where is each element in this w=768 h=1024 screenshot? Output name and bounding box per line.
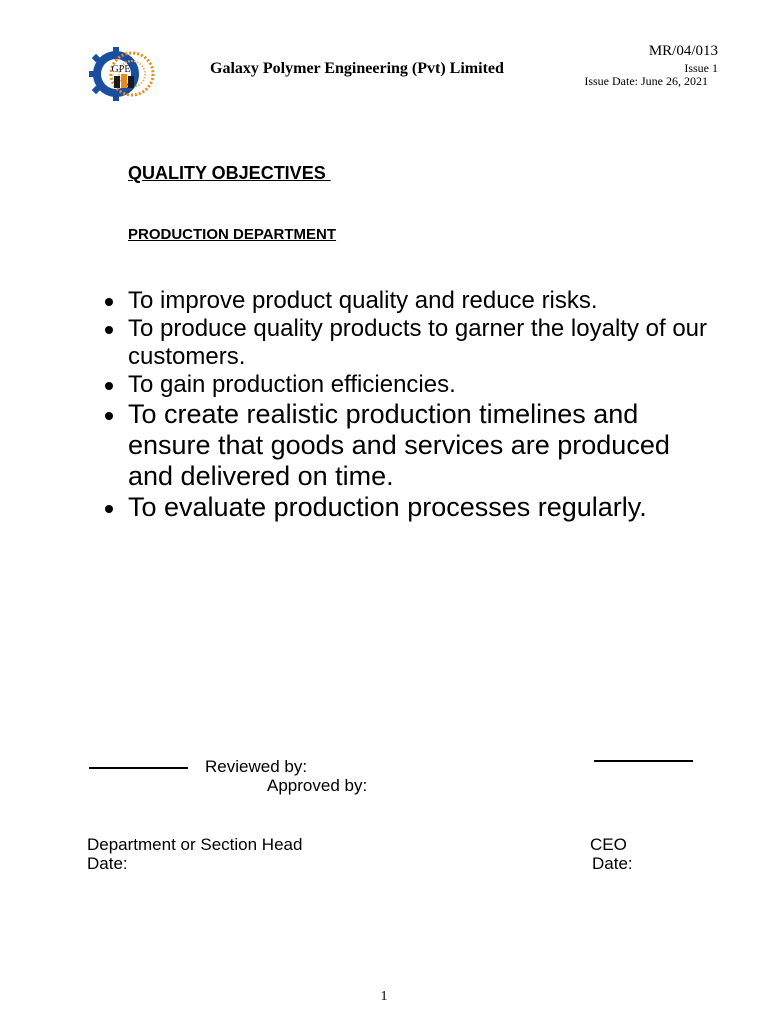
- signature-line-reviewer: [89, 767, 188, 769]
- objectives-list: [100, 287, 720, 523]
- list-item: [100, 371, 720, 399]
- reviewer-date-label: Date:: [87, 854, 128, 873]
- page-number: 1: [380, 989, 388, 1004]
- reviewed-by-label: Reviewed by:: [205, 757, 308, 776]
- list-item: [100, 315, 720, 371]
- page-title: QUALITY OBJECTIVES: [128, 163, 331, 183]
- svg-text:GPE: GPE: [111, 64, 131, 75]
- objective-text: To gain production efficiencies.: [128, 371, 456, 398]
- bullet-icon: [105, 326, 113, 334]
- company-name: Galaxy Polymer Engineering (Pvt) Limited: [210, 60, 504, 77]
- approver-date-label: Date:: [592, 854, 633, 873]
- company-logo: [84, 44, 160, 104]
- objective-text: To produce quality products to garner the loyalty of our customers.: [128, 315, 707, 370]
- bullet-icon: [105, 382, 113, 390]
- bullet-icon: [105, 298, 113, 306]
- bullet-icon: [105, 412, 113, 420]
- objective-text: To create realistic production timelines and ensure that goods and services are produced and delivered on time.: [128, 399, 670, 491]
- document-number: MR/04/013: [648, 43, 718, 59]
- objective-text: To improve product quality and reduce risks.: [128, 287, 598, 314]
- gpe-gear-logo-icon: [84, 44, 160, 104]
- department-head-label: Department or Section Head: [87, 835, 303, 854]
- objective-text: To evaluate production processes regularly.: [128, 492, 647, 522]
- list-item: [100, 399, 720, 492]
- list-item: [100, 287, 720, 315]
- department-heading: PRODUCTION DEPARTMENT: [128, 226, 337, 243]
- issue-date: Issue Date: June 26, 2021: [584, 74, 708, 88]
- bullet-icon: [105, 505, 113, 513]
- signature-line-approver: [594, 760, 693, 762]
- ceo-label: CEO: [590, 835, 627, 854]
- list-item: [100, 492, 720, 523]
- issue-number: Issue 1: [684, 61, 718, 75]
- approved-by-label: Approved by:: [267, 776, 368, 795]
